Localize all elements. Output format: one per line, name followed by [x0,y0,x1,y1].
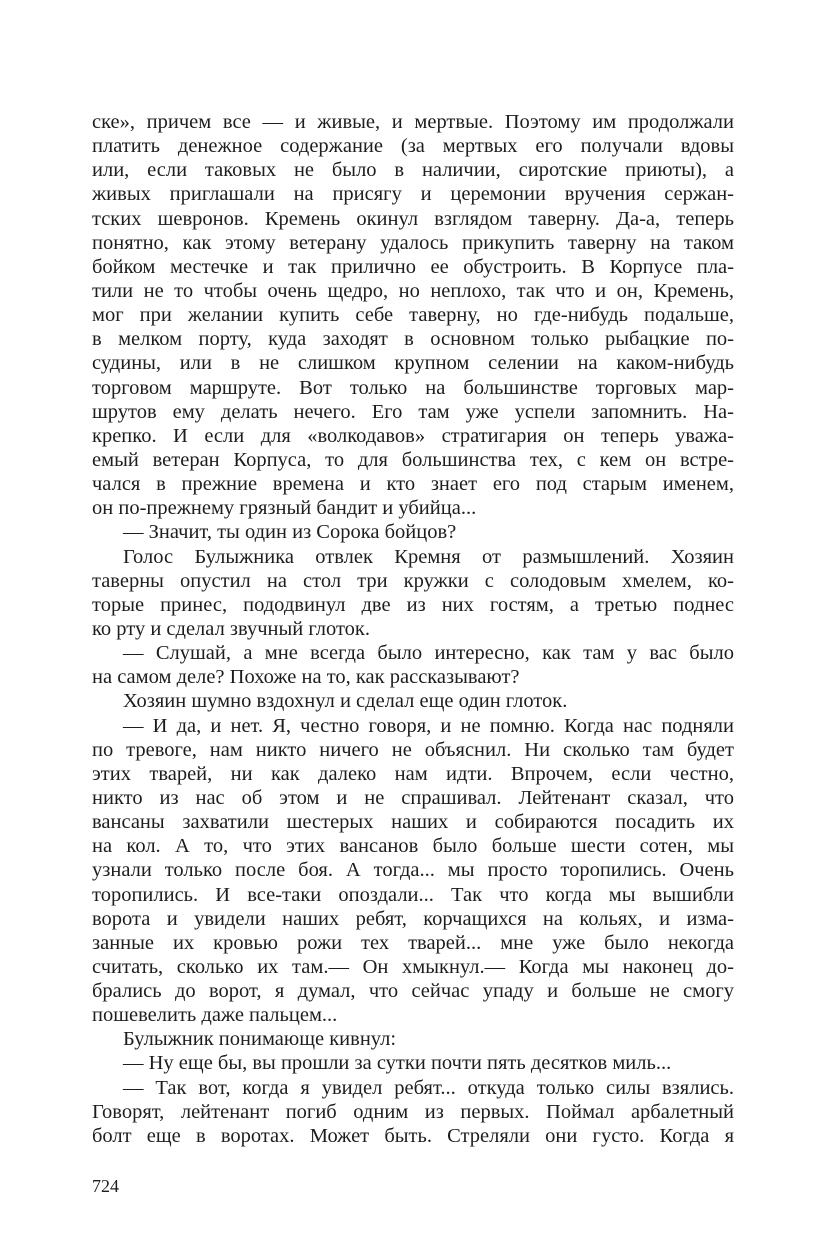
text-line: — Значит, ты один из Сорока бойцов? [123,521,457,544]
text-line: узнали только после боя. А тогда... мы просто торопились. Очень [92,859,734,882]
text-line: брались до ворот, я думал, что сейчас упаду и больше не смогу [92,980,734,1003]
text-line: Булыжник понимающе кивнул: [123,1028,397,1051]
text-line: мог при желании купить себе таверну, но где-нибудь подальше, [92,304,734,327]
text-line: емый ветеран Корпуса, то для большинства тех, с кем он встре- [92,448,734,471]
text-line: ко рту и сделал звучный глоток. [92,617,371,640]
text-line: понятно, как этому ветерану удалось прикупить таверну на таком [92,231,734,254]
text-line: торговом маршруте. Вот только на большинстве торговых мар- [92,376,734,399]
text-line: — И да, и нет. Я, честно говоря, и не помню. Когда нас подняли [123,714,734,737]
text-line: на кол. А то, что этих вансанов было больше шести сотен, мы [92,835,734,858]
text-line: — Слушай, а мне всегда было интересно, как там у вас было [123,642,734,665]
text-line: ске», причем все — и живые, и мертвые. Поэтому им продолжали [92,111,734,133]
text-line: болт еще в воротах. Может быть. Стреляли они густо. Когда я [92,1124,734,1147]
text-line: торые принес, пододвинул две из них гостям, а третью поднес [92,593,734,616]
text-line: Хозяин шумно вздохнул и сделал еще один глоток. [123,690,568,713]
text-line: ворота и увидели наших ребят, корчащихся на кольях, и изма- [92,907,734,930]
text-line: Голос Булыжника отвлек Кремня от размышлений. Хозяин [123,545,734,568]
text-line: торопились. И все-таки опоздали... Так что когда мы вышибли [92,883,734,906]
page-body-text [92,110,734,1148]
text-line: — Ну еще бы, вы прошли за сутки почти пять десятков миль... [123,1052,672,1075]
text-line: Говорят, лейтенант погиб одним из первых. Поймал арбалетный [92,1100,734,1123]
text-line: бойком местечке и так прилично ее обустроить. В Корпусе пла- [92,255,734,278]
text-line: этих тварей, ни как далеко нам идти. Впрочем, если честно, [92,762,734,785]
text-line: тили не то чтобы очень щедро, но неплохо, так что и он, Кремень, [92,279,734,302]
text-line: он по-прежнему грязный бандит и убийца... [92,497,477,520]
text-line: платить денежное содержание (за мертвых его получали вдовы [92,135,734,158]
text-line: таверны опустил на стол три кружки с солодовым хмелем, ко- [92,569,734,592]
text-line: в мелком порту, куда заходят в основном только рыбацкие по- [92,328,734,351]
text-line: крепко. И если для «волкодавов» стратигария он теперь уважа- [92,424,734,447]
text-line: живых приглашали на присягу и церемонии вручения сержан- [92,183,734,206]
text-line: тских шевронов. Кремень окинул взглядом таверну. Да-а, теперь [92,207,734,230]
page-number: 724 [92,1176,119,1196]
text-line: чался в прежние времена и кто знает его под старым именем, [92,473,734,496]
text-line: считать, сколько их там.— Он хмыкнул.— Когда мы наконец до- [92,955,734,978]
text-line: или, если таковых не было в наличии, сиротские приюты), а [92,159,734,182]
text-line: пошевелить даже пальцем... [92,1004,338,1027]
text-line: по тревоге, нам никто ничего не объяснил. Ни сколько там будет [92,738,734,761]
text-line: занные их кровью рожи тех тварей... мне уже было некогда [92,931,734,954]
text-line: на самом деле? Похоже на то, как рассказывают? [92,666,520,689]
text-line: никто из нас об этом и не спрашивал. Лейтенант сказал, что [92,786,734,809]
text-line: — Так вот, когда я увидел ребят... откуда только силы взялись. [123,1076,734,1099]
text-line: шрутов ему делать нечего. Его там уже успели запомнить. На- [92,400,734,423]
text-line: вансаны захватили шестерых наших и собираются посадить их [92,811,734,834]
text-line: судины, или в не слишком крупном селении на каком-нибудь [92,352,734,375]
